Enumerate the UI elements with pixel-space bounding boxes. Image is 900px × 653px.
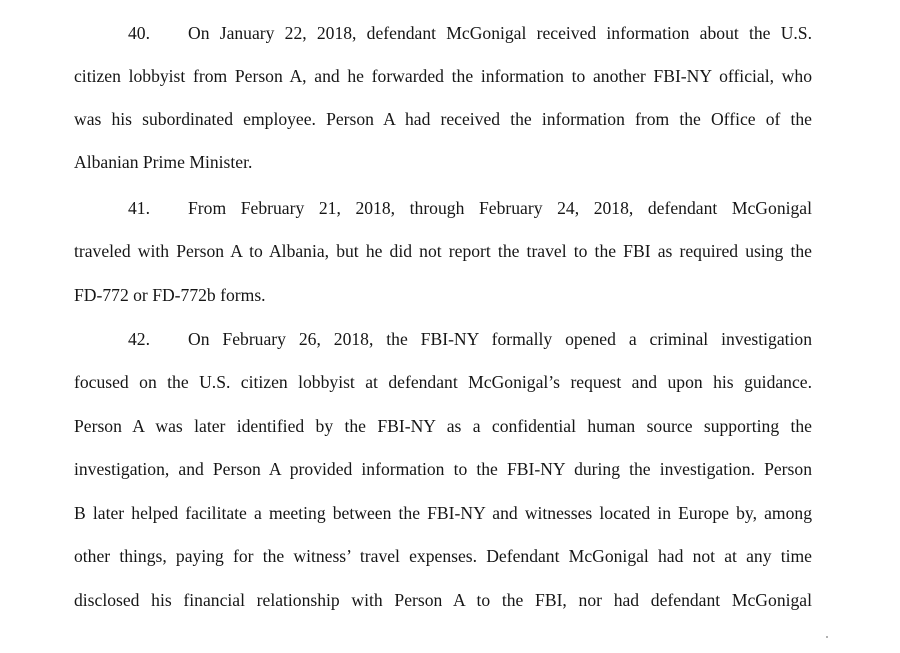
paragraph-number: 40. bbox=[128, 23, 150, 43]
paragraph-number: 41. bbox=[128, 198, 150, 218]
paragraph-42-line-7: disclosed his financial relationship with Person A to the FBI, nor had defendant McGonigal bbox=[74, 590, 812, 610]
paragraph-number: 42. bbox=[128, 329, 150, 349]
paragraph-41-line-1: From February 21, 2018, through February 24, 2018, defendant McGonigal bbox=[188, 198, 812, 218]
paragraph-41-line-3: FD-772 or FD-772b forms. bbox=[74, 285, 266, 305]
paragraph-42-line-3: Person A was later identified by the FBI-NY as a confidential human source supporting the bbox=[74, 416, 812, 436]
paragraph-40-line-1: On January 22, 2018, defendant McGonigal received information about the U.S. bbox=[188, 23, 812, 43]
scan-speck bbox=[826, 636, 828, 638]
paragraph-40-line-4: Albanian Prime Minister. bbox=[74, 152, 253, 172]
paragraph-42-line-5: B later helped facilitate a meeting between the FBI-NY and witnesses located in Europe by, among bbox=[74, 503, 812, 523]
paragraph-40-line-3: was his subordinated employee. Person A had received the information from the Office of the bbox=[74, 109, 812, 129]
paragraph-42-line-2: focused on the U.S. citizen lobbyist at defendant McGonigal’s request and upon his guidance. bbox=[74, 372, 812, 392]
paragraph-41-line-2: traveled with Person A to Albania, but he did not report the travel to the FBI as required using the bbox=[74, 241, 812, 261]
paragraph-42-line-1: On February 26, 2018, the FBI-NY formally opened a criminal investigation bbox=[188, 329, 812, 349]
paragraph-40-line-2: citizen lobbyist from Person A, and he forwarded the information to another FBI-NY official, who bbox=[74, 66, 812, 86]
paragraph-42-line-6: other things, paying for the witness’ travel expenses. Defendant McGonigal had not at any time bbox=[74, 546, 812, 566]
paragraph-42-line-4: investigation, and Person A provided information to the FBI-NY during the investigation. Person bbox=[74, 459, 812, 479]
